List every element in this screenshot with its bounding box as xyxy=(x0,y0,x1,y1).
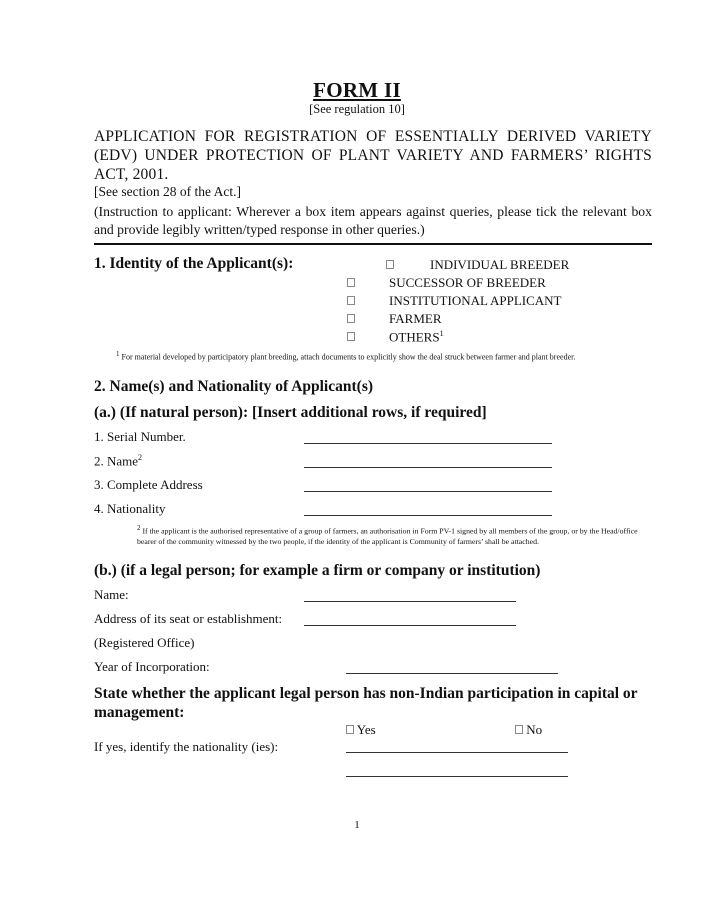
option-label: OTHERS xyxy=(389,329,440,345)
seat-address-label: Address of its seat or establishment: xyxy=(94,611,283,626)
checkbox[interactable] xyxy=(347,332,355,341)
section2-heading: 2. Name(s) and Nationality of Applicant(s) xyxy=(94,378,374,395)
checkbox[interactable] xyxy=(347,278,355,287)
complete-address-label: 3. Complete Address xyxy=(94,477,203,492)
option-institutional-applicant[interactable] xyxy=(347,293,562,309)
no-label: No xyxy=(526,722,543,737)
footnote-2-mark: 2 xyxy=(137,524,141,532)
legal-name-field[interactable] xyxy=(304,601,516,602)
option-others[interactable] xyxy=(347,329,444,345)
participation-heading: State whether the applicant legal person has non-Indian participation in capital or management: xyxy=(94,685,638,721)
name-field[interactable] xyxy=(304,467,552,468)
complete-address-field[interactable] xyxy=(304,491,552,492)
registered-office-label: (Registered Office) xyxy=(94,635,195,650)
nationality-ies-field-1[interactable] xyxy=(346,752,568,753)
footnote-1-text: For material developed by participatory plant breeding, attach documents to explicitly show the deal struck between farmer and plant breeder. xyxy=(121,352,576,362)
option-label: INSTITUTIONAL APPLICANT xyxy=(389,293,562,308)
option-label: FARMER xyxy=(389,311,442,326)
serial-number-label: 1. Serial Number. xyxy=(94,429,186,444)
name-label: 2. Name xyxy=(94,453,139,469)
instruction-text: (Instruction to applicant: Wherever a box item appears against queries, please tick the relevant box and provide legibly written/typed response in other queries.) xyxy=(94,204,652,237)
option-label: INDIVIDUAL BREEDER xyxy=(430,257,570,272)
yes-option[interactable] xyxy=(346,722,376,738)
yes-checkbox[interactable] xyxy=(346,725,354,734)
checkbox[interactable] xyxy=(386,260,394,269)
option-successor-of-breeder[interactable] xyxy=(347,275,546,291)
section2a-heading: (a.) (If natural person): [Insert additional rows, if required] xyxy=(94,404,487,421)
year-of-incorporation-label: Year of Incorporation: xyxy=(94,659,210,674)
option-individual-breeder[interactable] xyxy=(386,257,570,273)
footnote-1-mark: 1 xyxy=(116,350,120,358)
footnote-2-text: If the applicant is the authorised representative of a group of farmers, an authorisation in Form PV-1 signed by all members of the group, or by the Head/office bearer of the community witnessed by the two people, if the identity of the applicant is Community of farmers’ shall be attached. xyxy=(137,526,638,546)
no-option[interactable] xyxy=(515,722,542,738)
option-farmer[interactable] xyxy=(347,311,442,327)
section2b-heading: (b.) (if a legal person; for example a firm or company or institution) xyxy=(94,562,541,579)
nationality-field[interactable] xyxy=(304,515,552,516)
yes-label: Yes xyxy=(356,722,376,737)
nationality-label: 4. Nationality xyxy=(94,501,166,516)
footnote-2 xyxy=(137,523,657,547)
seat-address-field[interactable] xyxy=(304,625,516,626)
form-title: FORM II xyxy=(313,78,401,102)
footnote-mark: 1 xyxy=(439,329,444,338)
regulation-reference: [See regulation 10] xyxy=(309,102,405,116)
checkbox[interactable] xyxy=(347,296,355,305)
legal-name-label: Name: xyxy=(94,587,129,602)
heading-divider xyxy=(94,243,652,245)
section1-heading: 1. Identity of the Applicant(s): xyxy=(94,255,294,272)
no-checkbox[interactable] xyxy=(515,725,523,734)
application-heading: APPLICATION FOR REGISTRATION OF ESSENTIALLY DERIVED VARIETY (EDV) UNDER PROTECTION OF PLANT VARIETY AND FARMERS’ RIGHTS ACT, 2001. xyxy=(94,128,652,183)
footnote-mark: 2 xyxy=(138,453,143,462)
year-of-incorporation-field[interactable] xyxy=(346,673,558,674)
footnote-1 xyxy=(116,349,656,363)
option-label: SUCCESSOR OF BREEDER xyxy=(389,275,546,290)
name-label-wrap xyxy=(94,453,142,469)
checkbox[interactable] xyxy=(347,314,355,323)
nationality-ies-field-2[interactable] xyxy=(346,776,568,777)
section-reference: [See section 28 of the Act.] xyxy=(94,184,241,199)
page-number: 1 xyxy=(354,819,360,831)
serial-number-field[interactable] xyxy=(304,443,552,444)
nationality-ies-label: If yes, identify the nationality (ies): xyxy=(94,739,279,754)
